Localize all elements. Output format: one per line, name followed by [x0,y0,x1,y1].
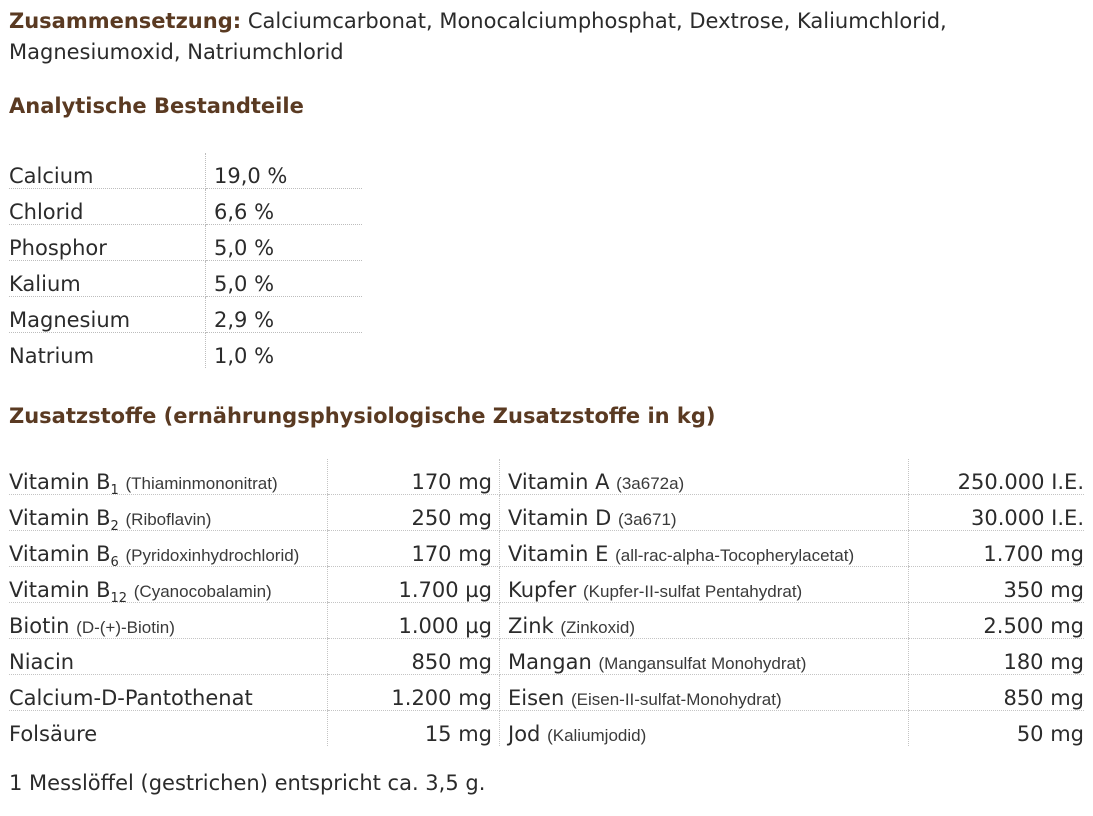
analytical-value: 6,6 % [206,189,363,225]
analytical-row [9,225,362,261]
analytical-name: Calcium [9,153,206,189]
additive-subscript: 6 [110,555,119,570]
additive-name-cell [9,603,328,639]
additive-value: 350 mg [909,567,1085,603]
additive-value: 170 mg [328,459,500,495]
additive-subscript: 12 [110,591,128,606]
additive-name-cell [500,639,909,675]
additive-name: Vitamin A [508,470,610,494]
additive-source: (all-rac-alpha-Tocopherylacetat) [615,546,855,565]
additive-value: 1.700 µg [328,567,500,603]
analytical-table [9,153,362,368]
additive-value: 170 mg [328,531,500,567]
additive-name: Eisen [508,686,565,710]
analytical-name: Chlorid [9,189,206,225]
additive-name: Calcium-D-Pantothenat [9,686,253,710]
additive-value: 1.000 µg [328,603,500,639]
analytical-name: Phosphor [9,225,206,261]
additive-value: 1.200 mg [328,675,500,711]
additive-value: 250 mg [328,495,500,531]
additive-subscript: 2 [110,519,119,534]
footnote: 1 Messlöffel (gestrichen) entspricht ca. 3,5 g. [9,771,486,795]
additive-row [9,639,1084,675]
additive-name: Vitamin B [9,470,111,494]
analytical-name: Natrium [9,333,206,369]
additive-row [9,603,1084,639]
analytical-value: 19,0 % [206,153,363,189]
additive-source: (3a672a) [616,474,685,493]
additive-name-cell [500,567,909,603]
analytical-value: 1,0 % [214,344,275,368]
additive-source: (Riboflavin) [125,510,212,529]
analytical-row [9,153,362,189]
additive-source: (Thiaminmononitrat) [125,474,278,493]
analytical-value: 2,9 % [206,297,363,333]
additive-name-cell [9,639,328,675]
composition-text: Calciumcarbonat, Monocalciumphosphat, Dextrose, Kaliumchlorid, Magnesiumoxid, Natriumchlorid [9,9,947,64]
additive-value: 250.000 I.E. [909,459,1085,495]
additive-value: 180 mg [909,639,1085,675]
additive-name: Vitamin B [9,578,111,602]
additive-name: Jod [508,722,541,746]
additive-name: Vitamin D [508,506,612,530]
additive-source: (Kupfer-II-sulfat Pentahydrat) [583,582,803,601]
additive-row [9,675,1084,711]
composition [9,6,1084,68]
additive-value: 30.000 I.E. [909,495,1085,531]
additive-row [9,459,1084,495]
additive-name-cell [500,459,909,495]
additive-value: 1.700 mg [909,531,1085,567]
analytical-heading: Analytische Bestandteile [9,94,304,118]
additive-name-cell [9,495,328,534]
additive-name-cell [500,675,909,711]
additive-value: 50 mg [909,711,1085,747]
additive-row [9,495,1084,531]
additive-name: Mangan [508,650,592,674]
additive-source: (Zinkoxid) [560,618,636,637]
additive-name-cell [500,531,909,567]
additive-name-cell [500,711,909,747]
additive-name-cell [9,459,328,498]
additive-name: Vitamin E [508,542,609,566]
analytical-name: Kalium [9,261,206,297]
additive-row [9,711,1084,747]
additive-source: (Pyridoxinhydrochlorid) [125,546,300,565]
additive-value: 2.500 mg [909,603,1085,639]
analytical-name: Magnesium [9,297,206,333]
additive-source: (D-(+)-Biotin) [76,618,175,637]
additive-name: Vitamin B [9,506,111,530]
additive-value: 15 mg [328,711,500,747]
additive-subscript: 1 [110,483,119,498]
additive-source: (Mangansulfat Monohydrat) [598,654,807,673]
analytical-row [9,333,362,369]
analytical-row [9,189,362,225]
analytical-value: 5,0 % [206,261,363,297]
additive-source: (Eisen-II-sulfat-Monohydrat) [570,690,782,709]
additive-source: (Cyanocobalamin) [133,582,272,601]
additive-name-cell [9,711,328,747]
additive-row [9,531,1084,567]
additives-heading: Zusatzstoffe (ernährungsphysiologische Zusatzstoffe in kg) [9,404,716,428]
additive-value: 850 mg [909,675,1085,711]
analytical-row [9,261,362,297]
additive-name: Zink [508,614,554,638]
additive-name-cell [9,675,328,711]
analytical-value: 5,0 % [206,225,363,261]
additive-name: Biotin [9,614,70,638]
analytical-row [9,297,362,333]
additive-name: Niacin [9,650,75,674]
additive-source: (Kaliumjodid) [547,726,647,745]
additive-row [9,567,1084,603]
additive-name-cell [9,567,328,606]
additive-source: (3a671) [617,510,677,529]
additive-name: Folsäure [9,722,98,746]
additive-name: Vitamin B [9,542,111,566]
additives-table [9,459,1084,746]
additive-name-cell [500,603,909,639]
additive-name-cell [9,531,328,570]
additive-value: 850 mg [328,639,500,675]
additive-name-cell [500,495,909,531]
additive-name: Kupfer [508,578,577,602]
composition-label: Zusammensetzung: [9,9,242,33]
